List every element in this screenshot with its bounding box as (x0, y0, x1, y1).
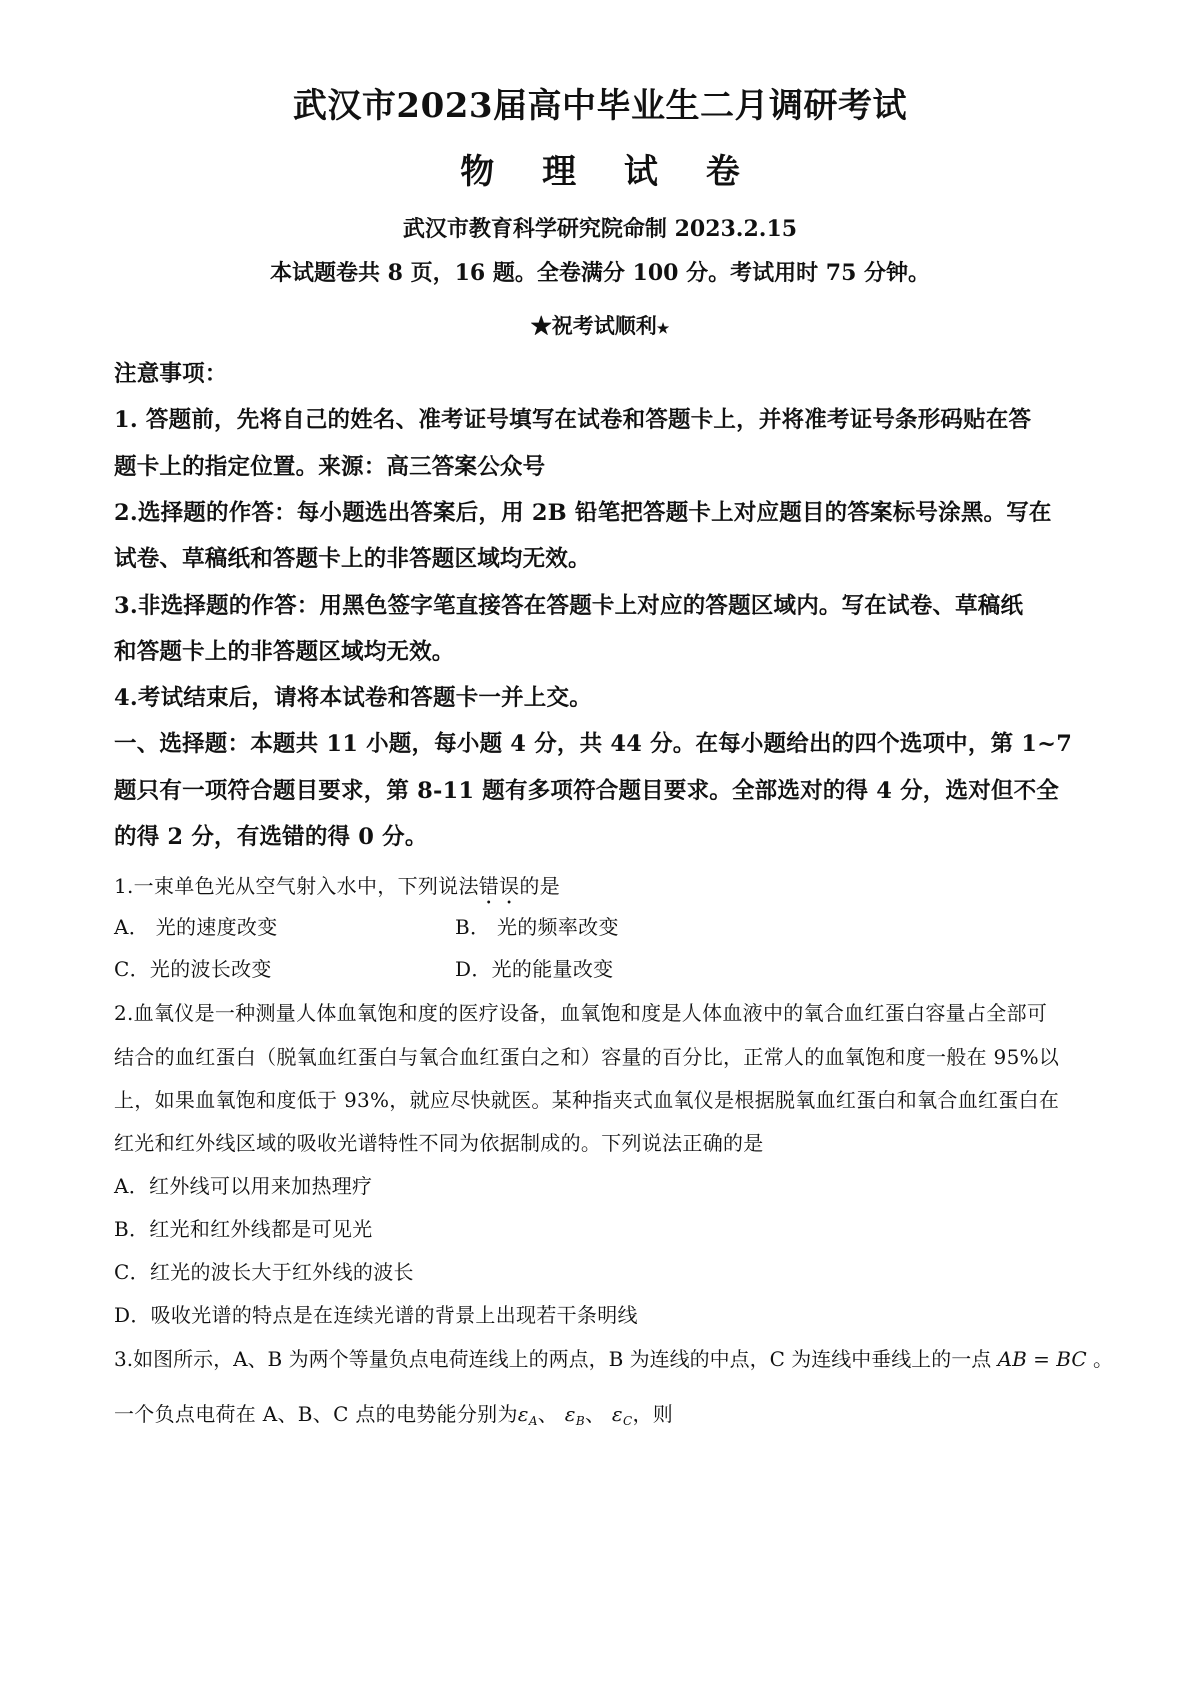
math-expression: AB = BC (997, 1347, 1087, 1371)
question-2-stem: 结合的血红蛋白（脱氧血红蛋白与氧合血红蛋白之和）容量的百分比，正常人的血氧饱和度一般在 95%以 (114, 1045, 1060, 1069)
notes-line: 2.选择题的作答：每小题选出答案后，用 2B 铅笔把答题卡上对应题目的答案标号涂黑。写在 (114, 500, 1052, 526)
question-2-stem: 上，如果血氧饱和度低于 93%，就应尽快就医。某种指夹式血氧仪是根据脱氧血红蛋白和氧合血红蛋白在 (114, 1088, 1060, 1112)
question-1-stem: 1.一束单色光从空气射入水中，下列说法错误的是 (114, 874, 561, 898)
star-icon: ★ (530, 313, 552, 338)
notes-line: 4.考试结束后，请将本试卷和答题卡一并上交。 (114, 685, 592, 711)
math-symbol: $\varepsilon_A$ (517, 1402, 538, 1428)
question-2-stem: 红光和红外线区域的吸收光谱特性不同为依据制成的。下列说法正确的是 (114, 1131, 764, 1155)
question-1-option-b: B． 光的频率改变 (455, 915, 619, 939)
section-instructions: 题只有一项符合题目要求，第 8-11 题有多项符合题目要求。全部选对的得 4 分，选对但不全 (114, 778, 1059, 804)
notes-line: 和答题卡上的非答题区域均无效。 (114, 639, 455, 665)
notes-line: 试卷、草稿纸和答题卡上的非答题区域均无效。 (114, 546, 591, 572)
exam-info: 本试题卷共 8 页，16 题。全卷满分 100 分。考试用时 75 分钟。 (269, 260, 931, 286)
question-2-option-a: A．红外线可以用来加热理疗 (114, 1174, 373, 1198)
section-instructions: 一、选择题：本题共 11 小题，每小题 4 分，共 44 分。在每小题给出的四个选项中，第 1~7 (114, 731, 1073, 757)
math-symbol: $\varepsilon_B$ (564, 1402, 585, 1428)
question-3-stem: 一个负点电荷在 A、B、C 点的电势能分别为$\varepsilon_A$、 $\varepsilon_B$、 $\varepsilon_C$，则 (114, 1402, 674, 1428)
notes-heading: 注意事项： (114, 361, 228, 387)
good-luck-line (0, 310, 1200, 340)
emphasis-word: 错误 (478, 874, 520, 898)
math-symbol: $\varepsilon_C$ (611, 1402, 633, 1428)
exam-subtitle: 物 理 试 卷 (460, 152, 758, 192)
notes-line: 1. 答题前，先将自己的姓名、准考证号填写在试卷和答题卡上，并将准考证号条形码贴在答 (114, 407, 1032, 433)
question-1-option-c: C．光的波长改变 (114, 957, 272, 981)
good-luck-text: 祝考试顺利 (551, 313, 657, 338)
question-2-option-b: B．红光和红外线都是可见光 (114, 1217, 373, 1241)
exam-title: 武汉市2023届高中毕业生二月调研考试 (292, 86, 908, 126)
question-1-option-a: A． 光的速度改变 (114, 915, 278, 939)
star-icon: ★ (656, 321, 670, 337)
question-2-option-c: C．红光的波长大于红外线的波长 (114, 1260, 414, 1284)
question-2-stem: 2.血氧仪是一种测量人体血氧饱和度的医疗设备，血氧饱和度是人体血液中的氧合血红蛋白容量占全部可 (114, 1001, 1048, 1025)
exam-issuer: 武汉市教育科学研究院命制 2023.2.15 (402, 216, 798, 242)
question-3-stem: 3.如图所示，A、B 为两个等量负点电荷连线上的两点，B 为连线的中点，C 为连线中垂线上的一点 AB = BC 。 (114, 1347, 1113, 1371)
question-2-option-d: D．吸收光谱的特点是在连续光谱的背景上出现若干条明线 (114, 1303, 638, 1327)
notes-line: 3.非选择题的作答：用黑色签字笔直接答在答题卡上对应的答题区域内。写在试卷、草稿纸 (114, 593, 1024, 619)
notes-line: 题卡上的指定位置。来源：高三答案公众号 (114, 454, 546, 480)
section-instructions: 的得 2 分，有选错的得 0 分。 (114, 824, 428, 850)
question-1-option-d: D．光的能量改变 (455, 957, 614, 981)
